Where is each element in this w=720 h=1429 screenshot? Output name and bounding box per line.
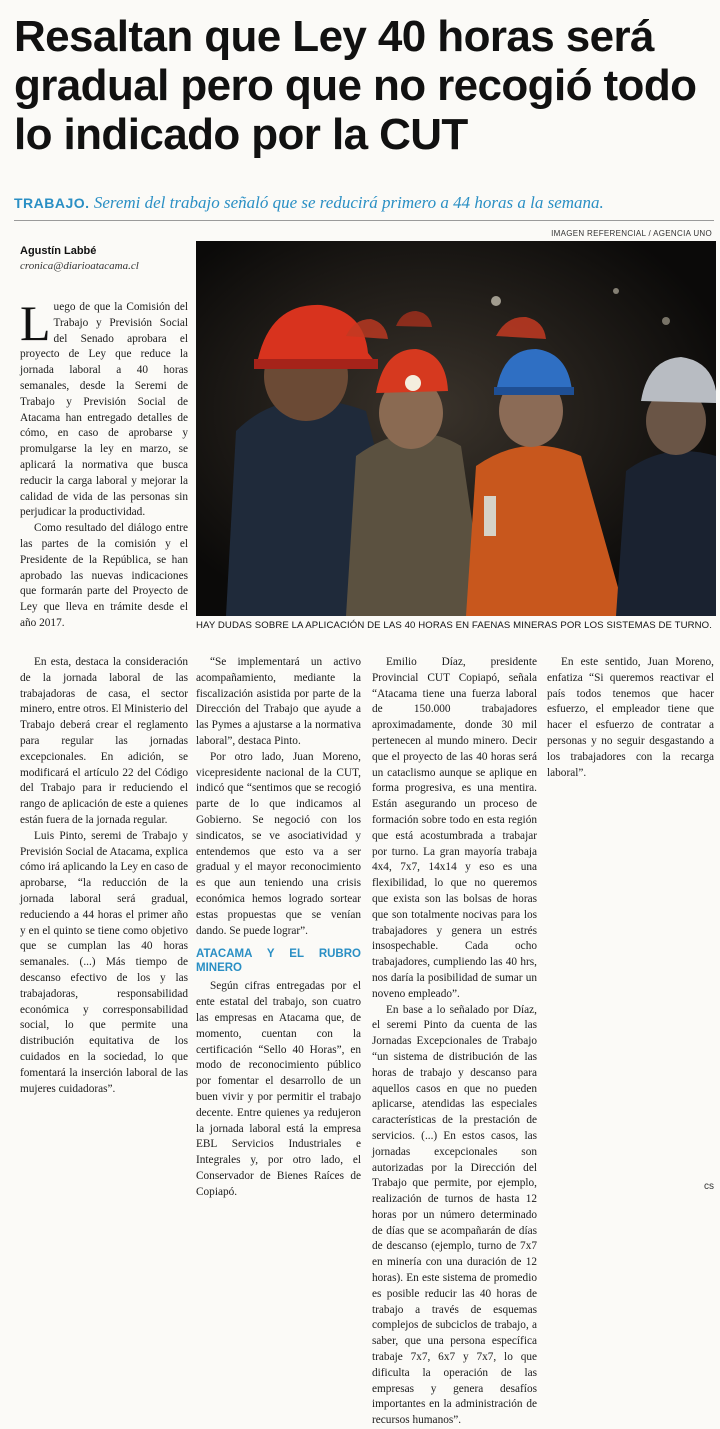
deck-text: Seremi del trabajo señaló que se reducirá primero a 44 horas a la semana.	[93, 193, 604, 212]
paragraph-2: Como resultado del diálogo entre las partes de la comisión y el Presidente de la República, se han aprobado las nuevas indicaciones que formarán parte del Proyecto de Ley que lleva en trámite desde el año 2017.	[20, 522, 188, 629]
paragraph-10: En este sentido, Juan Moreno, enfatiza “Si queremos reactivar el país todos tenemos que hacer esfuerzo, el empleador tiene que hacer el esfuerzo de contratar a personas y no seguir desgastando a los trabajadores con la recarga laboral”.	[547, 656, 714, 779]
paragraph-4: Luis Pinto, seremi de Trabajo y Previsión Social de Atacama, explica cómo irá aplicando la Ley en caso de aprobarse, “la reducción de la jornada laboral será gradual, reduciendo a 44 horas el primer año y en el quinto se tiene como objetivo que se cumplan las 40 horas semanales. (...) Más tiempo de descanso efectivo de los y las trabajadoras, responsabilidad económica y corresponsabilidad social, lo que permite una distribución equitativa de los cuidados en la sociedad, lo que fomentará la inserción laboral de las mujeres cuidadoras”.	[20, 829, 188, 1095]
paragraph-intro	[20, 295, 188, 521]
column-2	[196, 655, 361, 1200]
headline: Resaltan que Ley 40 horas será gradual pero que no recogió todo lo indicado por la CUT	[14, 12, 697, 159]
end-mark: cs	[704, 1181, 714, 1192]
dropcap: L	[20, 295, 51, 351]
miners-illustration	[196, 241, 716, 616]
news-photo	[196, 241, 716, 616]
divider	[14, 220, 714, 221]
author-email[interactable]: cronica@diarioatacama.cl	[20, 260, 139, 272]
subhead	[14, 192, 714, 214]
photo-credit: IMAGEN REFERENCIAL / AGENCIA UNO	[551, 229, 712, 238]
photo-caption: HAY DUDAS SOBRE LA APLICACIÓN DE LAS 40 HORAS EN FAENAS MINERAS POR LOS SISTEMAS DE TURNO.	[196, 620, 713, 631]
section-heading: ATACAMA Y EL RUBRO MINERO	[196, 948, 361, 975]
paragraph-3: En esta, destaca la consideración de la jornada laboral de las trabajadoras de casa, el sector minero, entre otros. El Ministerio del Trabajo deberá crear el reglamento para regular las jornadas excepcionales. En adición, se modificará el artículo 22 del Código del Trabajo para ir reduciendo el rango de aplicación de este a quienes están fuera de la jornada regular.	[20, 656, 188, 826]
paragraph-1-text: uego de que la Comisión del Trabajo y Previsión Social del Senado aprobara el proyecto de Ley que reduce la jornada laboral a 40 horas semanales, desde la Seremi de Trabajo y Previsión Social de Atacama han entregado detalles de cómo, en caso de aprobarse y promulgarse la ley en marzo, se aplicará la normativa que busca reducir la carga laboral y mejorar la calidad de vida de las personas sin perjudicar la productividad.	[20, 301, 188, 519]
column-3	[372, 655, 537, 1427]
column-1-lower	[20, 655, 188, 1200]
paragraph-5: “Se implementará un activo acompañamiento, mediante la fiscalización asistida por parte de la Dirección del Trabajo que ayude a las Pymes a ajustarse a la normativa laboral”, destaca Pinto.	[196, 656, 361, 747]
paragraph-7: Según cifras entregadas por el ente estatal del trabajo, son cuatro las empresas en Atacama que, de momento, cuentan con la certificación “Sello 40 Horas”, en modo de reconocimiento público por fomentar el desarrollo de un buen vivir y por permitir el trabajo decente. Entre quienes ya redujeron la jornada laboral está la empresa EBL Servicios Industriales e Integrales y, por otro lado, el Conservador de Bienes Raíces de Copiapó.	[196, 980, 361, 1198]
column-1	[20, 295, 188, 652]
column-4	[547, 655, 714, 1200]
byline	[20, 245, 190, 272]
paragraph-8: Emilio Díaz, presidente Provincial CUT Copiapó, señala “Atacama tiene una fuerza laboral de 150.000 trabajadores aproximadamente, donde 30 mil pertenecen al mundo minero. Decir que el proyecto de las 40 horas será un cataclismo aunque se aplique en forma progresiva, es una mentira. Están asegurando un proceso de formación sobre todo en esta región que está acostumbrada a trabajar por turno. La gran mayoría trabaja 4x4, 7x7, 14x14 y eso es una flexibilidad, lo que no queremos que exista son las bolsas de horas que son totalmente nocivas para los trabajadores y genera un estrés insospechable. Cada ocho trabajadores, cumpliendo las 40 hrs, nos daría la posibilidad de sumar un noveno empleado”.	[372, 656, 537, 1000]
section-kicker: TRABAJO.	[14, 195, 90, 211]
paragraph-9: En base a lo señalado por Díaz, el seremi Pinto da cuenta de las Jornadas Excepcionales de Trabajo “un sistema de distribución de las horas de trabajo y descanso para aquellos casos en que no pueden aplicarse, atendidas las especiales características de la prestación de servicios. (...) En estos casos, las jornadas excepcionales son autorizadas por la Dirección del Trabajo que permite, por ejemplo, realización de turnos de hasta 12 horas por un número determinado de días que se acompañarán de días de descanso (ejemplo, turno de 7x7 en minería con una duración de 12 horas). En este sistema de promedio es posible reducir las 40 horas de trabajo a través de esquemas complejos de subciclos de trabajo, a saber, que una persona específica trabaje 7x7, 6x7 y 7x7, lo que dificulta la operación de las empresas y genera desafíos importantes en la administración de recursos humanos”.	[372, 1003, 537, 1427]
paragraph-6: Por otro lado, Juan Moreno, vicepresidente nacional de la CUT, indicó que “sentimos que se recogió parte de lo que indicamos al Gobierno. Se negoció con los sindicatos, se ve asociatividad y entendemos que esto va a ser gradual y el mayor reconocimiento es que aun teniendo una crisis económica hemos logrado sortear estas propuestas que se venían dando. Se puede lograr”.	[196, 750, 361, 937]
author-name: Agustín Labbé	[20, 245, 97, 257]
